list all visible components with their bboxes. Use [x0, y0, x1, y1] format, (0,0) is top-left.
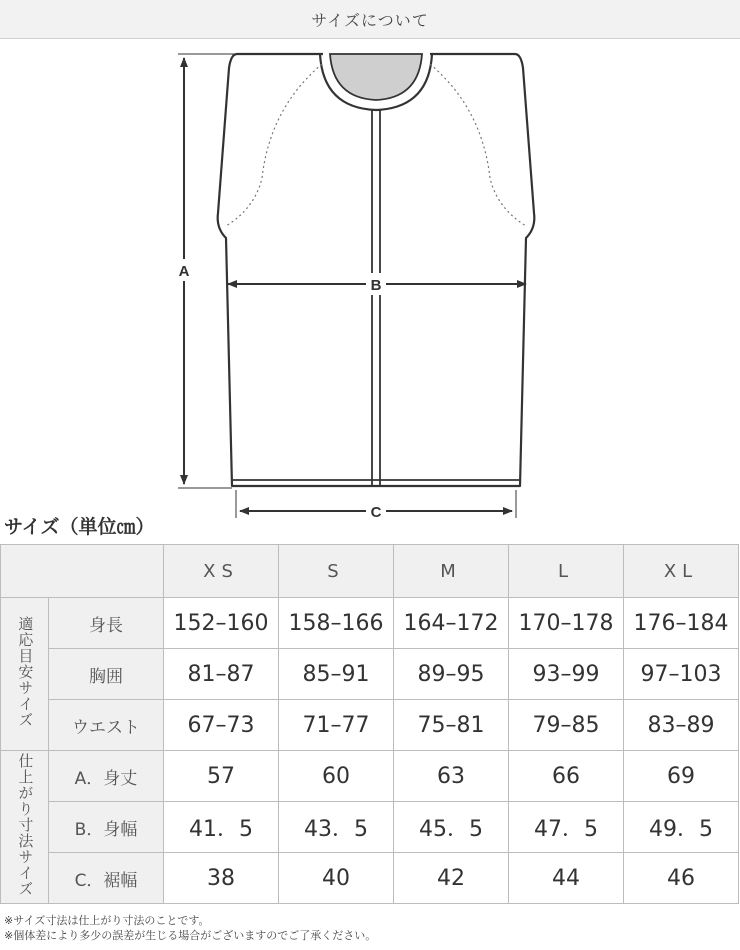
table-row [1, 598, 739, 649]
table-cell: 93–99 [509, 649, 624, 700]
row-label: 身長 [49, 598, 164, 649]
table-cell: 41．5 [164, 802, 279, 853]
table-cell: 170–178 [509, 598, 624, 649]
table-cell: 60 [279, 751, 394, 802]
table-cell: 46 [624, 853, 739, 904]
row-label: C．裾幅 [49, 853, 164, 904]
table-cell: 63 [394, 751, 509, 802]
label-a: A [178, 263, 190, 280]
footnotes [4, 913, 376, 943]
table-header-row [1, 545, 739, 598]
table-cell: 83–89 [624, 700, 739, 751]
row-label: 胸囲 [49, 649, 164, 700]
table-cell: 45．5 [394, 802, 509, 853]
page-header [0, 0, 740, 39]
table-row [1, 853, 739, 904]
table-row [1, 700, 739, 751]
table-cell: 97–103 [624, 649, 739, 700]
table-row [1, 649, 739, 700]
table-cell: 47．5 [509, 802, 624, 853]
table-cell: 152–160 [164, 598, 279, 649]
size-header: L [509, 545, 624, 598]
table-cell: 49．5 [624, 802, 739, 853]
table-cell: 69 [624, 751, 739, 802]
label-c: C [370, 504, 382, 518]
table-row [1, 802, 739, 853]
table-cell: 89–95 [394, 649, 509, 700]
size-section-title: サイズ（単位㎝） [4, 516, 155, 538]
row-label: A．身丈 [49, 751, 164, 802]
size-header: S [279, 545, 394, 598]
vest-diagram [0, 38, 740, 518]
table-cell: 71–77 [279, 700, 394, 751]
table-cell: 81–87 [164, 649, 279, 700]
size-header: XS [164, 545, 279, 598]
table-cell: 67–73 [164, 700, 279, 751]
table-cell: 38 [164, 853, 279, 904]
table-row [1, 751, 739, 802]
row-label: B．身幅 [49, 802, 164, 853]
table-cell: 66 [509, 751, 624, 802]
table-cell: 42 [394, 853, 509, 904]
table-cell: 164–172 [394, 598, 509, 649]
table-cell: 57 [164, 751, 279, 802]
vest-outline [218, 54, 535, 486]
group-label: 適応目安サイズ [1, 598, 49, 751]
size-table [0, 544, 739, 904]
table-cell: 85–91 [279, 649, 394, 700]
table-cell: 79–85 [509, 700, 624, 751]
table-cell: 44 [509, 853, 624, 904]
header-title: サイズについて [311, 10, 429, 30]
footnote: ※個体差により多少の誤差が生じる場合がございますのでご了承ください。 [4, 929, 377, 942]
table-cell: 158–166 [279, 598, 394, 649]
footnote: ※サイズ寸法は仕上がり寸法のことです。 [4, 914, 210, 927]
table-cell: 40 [279, 853, 394, 904]
group-label: 仕上がり寸法サイズ [1, 751, 49, 904]
size-header: M [394, 545, 509, 598]
row-label: ウエスト [49, 700, 164, 751]
table-cell: 176–184 [624, 598, 739, 649]
label-b: B [370, 277, 382, 294]
table-cell: 43．5 [279, 802, 394, 853]
size-header: XL [624, 545, 739, 598]
table-cell: 75–81 [394, 700, 509, 751]
header-corner-cell [1, 545, 164, 598]
